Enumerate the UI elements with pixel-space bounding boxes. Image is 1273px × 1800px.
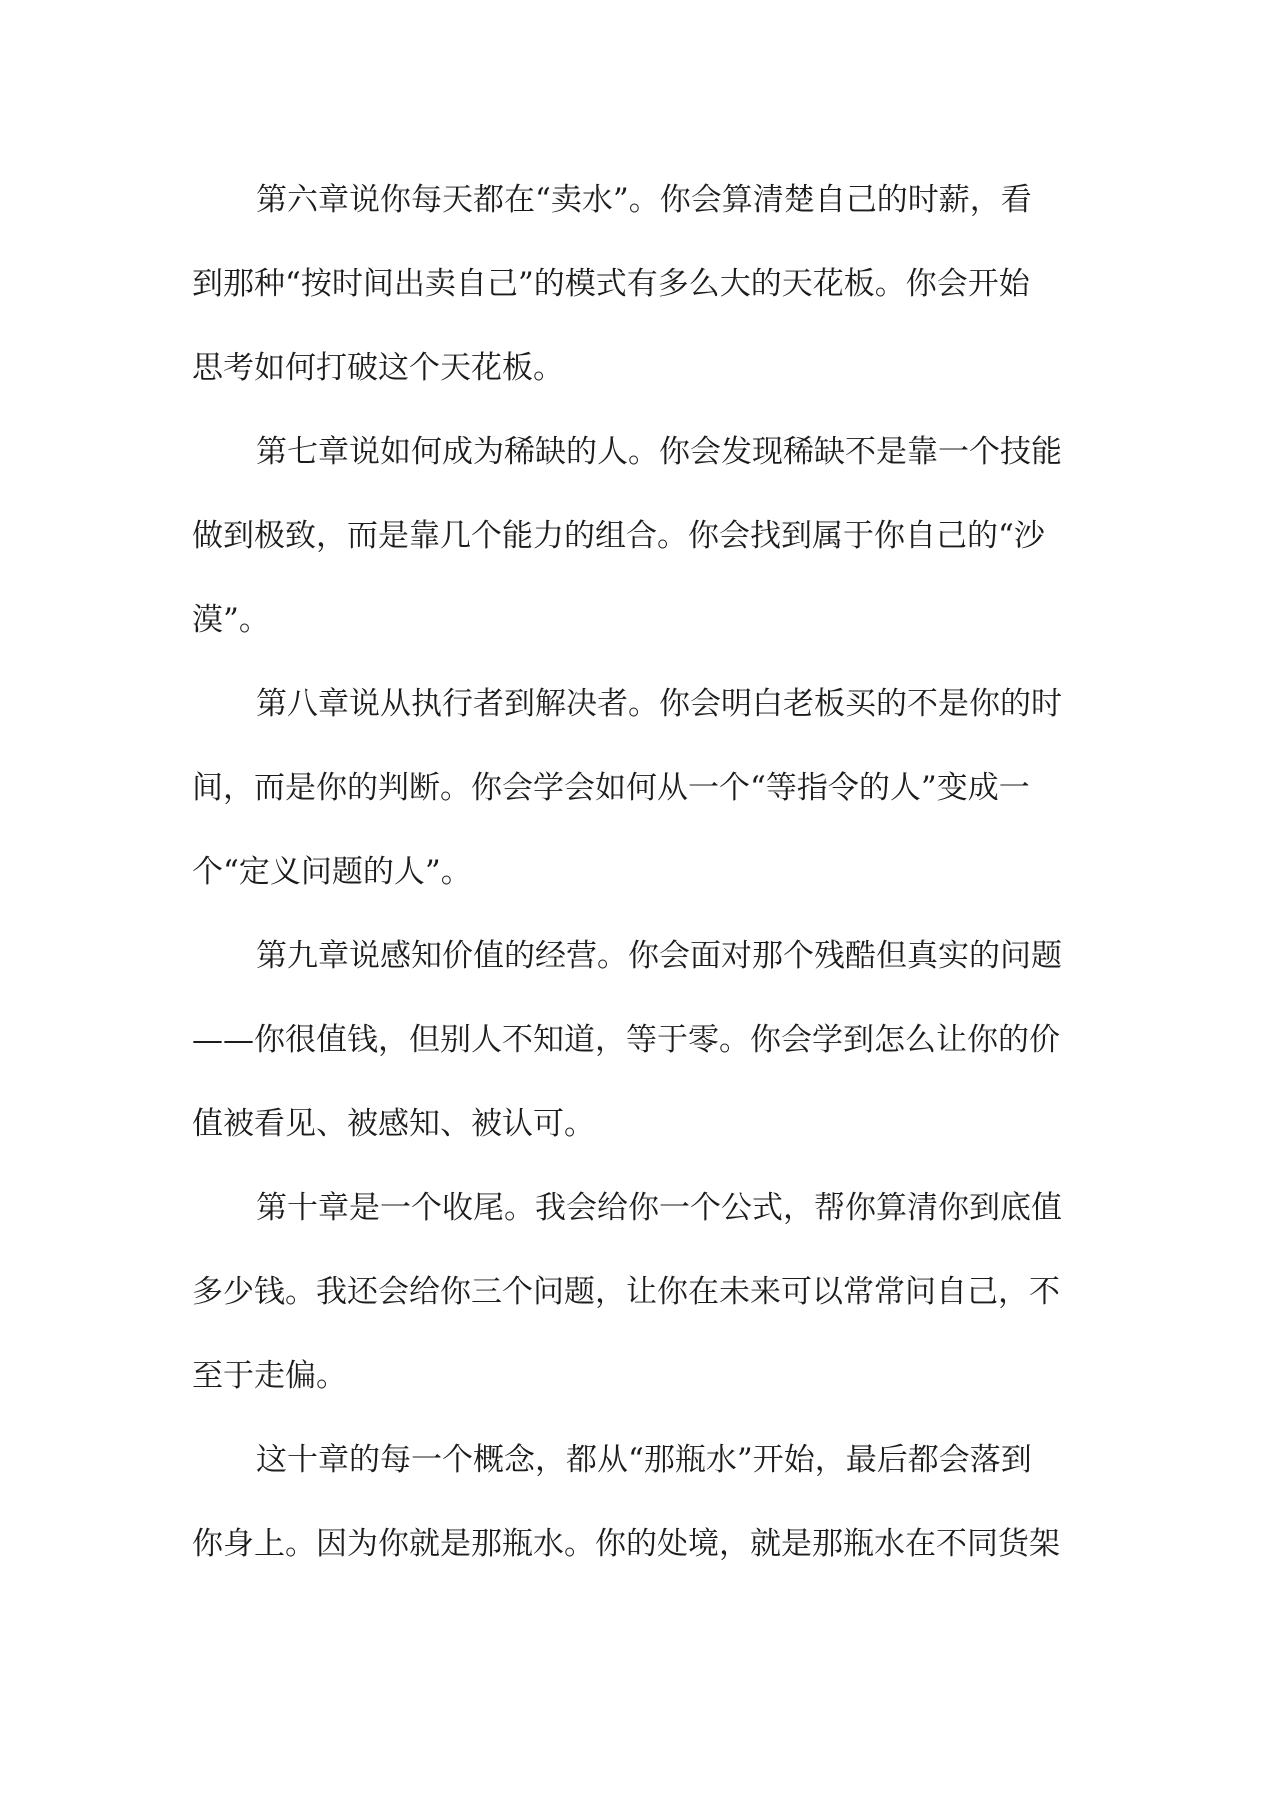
paragraph-3-line-2: 间，而是你的判断。你会学会如何从一个“等指令的人”变成一 (192, 770, 1030, 806)
paragraph-4-line-1: 第九章说感知价值的经营。你会面对那个残酷但真实的问题 (256, 938, 1062, 974)
paragraph-5-line-2: 多少钱。我还会给你三个问题，让你在未来可以常常问自己，不 (192, 1274, 1060, 1310)
paragraph-5-line-1: 第十章是一个收尾。我会给你一个公式，帮你算清你到底值 (256, 1190, 1062, 1226)
paragraph-3-line-3: 个“定义问题的人”。 (192, 854, 472, 890)
paragraph-5-line-3: 至于走偏。 (192, 1358, 347, 1394)
paragraph-1-line-1: 第六章说你每天都在“卖水”。你会算清楚自己的时薪，看 (256, 182, 1032, 218)
paragraph-2-line-2: 做到极致，而是靠几个能力的组合。你会找到属于你自己的“沙 (192, 518, 1045, 554)
paragraph-4-line-2: ——你很值钱，但别人不知道，等于零。你会学到怎么让你的价 (192, 1022, 1060, 1058)
paragraph-3-line-1: 第八章说从执行者到解决者。你会明白老板买的不是你的时 (256, 686, 1062, 722)
paragraph-1-line-2: 到那种“按时间出卖自己”的模式有多么大的天花板。你会开始 (192, 266, 1030, 302)
paragraph-2-line-1: 第七章说如何成为稀缺的人。你会发现稀缺不是靠一个技能 (256, 434, 1062, 470)
paragraph-1-line-3: 思考如何打破这个天花板。 (192, 350, 564, 386)
paragraph-4-line-3: 值被看见、被感知、被认可。 (192, 1106, 595, 1142)
paragraph-6-line-2: 你身上。因为你就是那瓶水。你的处境，就是那瓶水在不同货架 (192, 1526, 1060, 1562)
paragraph-6-line-1: 这十章的每一个概念，都从“那瓶水”开始，最后都会落到 (256, 1442, 1032, 1478)
paragraph-2-line-3: 漠”。 (192, 602, 270, 638)
